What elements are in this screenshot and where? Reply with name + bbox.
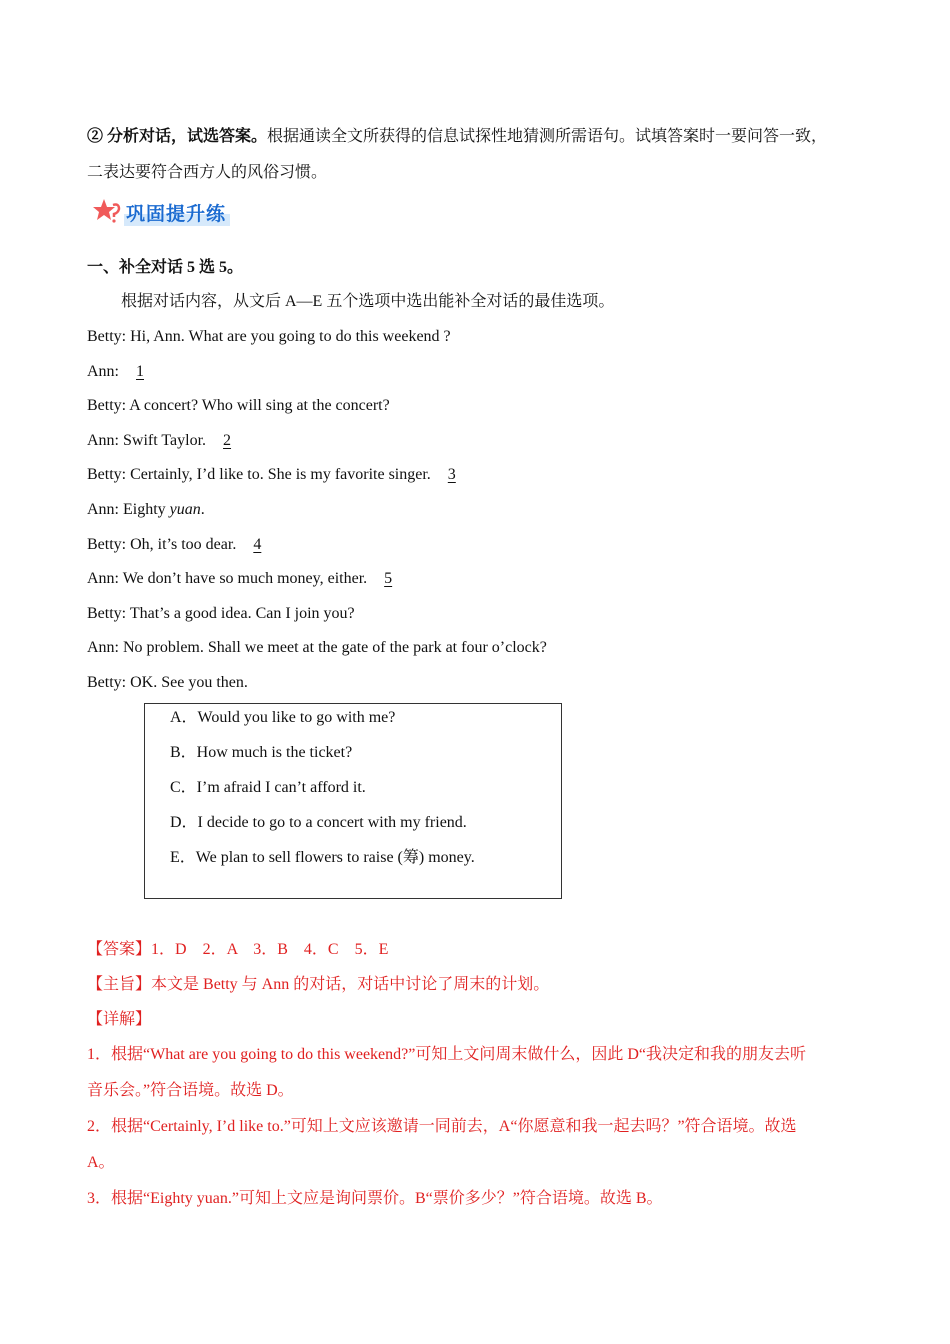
intro-line-1 — [87, 127, 827, 147]
dialogue-text: Betty: Hi, Ann. What are you going to do this weekend ? — [87, 328, 451, 345]
intro-line-2: 二表达要符合西方人的风俗习惯。 — [87, 164, 328, 181]
detail-line: 2．根据“Certainly, I’d like to.”可知上文应该邀请一同前去，A“你愿意和我一起去吗？”符合语境。故选 — [87, 1118, 797, 1135]
option-a[interactable]: A．Would you like to go with me? — [170, 709, 396, 726]
dialogue-text: Ann: We don’t have so much money, either. — [87, 570, 372, 587]
dialogue-italic: yuan — [169, 501, 201, 518]
dialogue-text: Ann: No problem. Shall we meet at the gate of the park at four o’clock? — [87, 639, 547, 656]
option-d[interactable]: D．I decide to go to a concert with my friend. — [170, 814, 467, 831]
dialogue-text: Betty: Oh, it’s too dear. — [87, 536, 241, 553]
answer-blank[interactable]: 5 — [384, 570, 393, 587]
options-box — [144, 703, 562, 899]
section-instruction: 根据对话内容，从文后 A—E 五个选项中选出能补全对话的最佳选项。 — [121, 293, 615, 310]
detail-line: 音乐会。”符合语境。故选 D。 — [87, 1082, 294, 1099]
banner-title: 巩固提升练 — [124, 199, 230, 226]
answer-blank[interactable]: 3 — [447, 466, 456, 483]
answer-blank[interactable]: 1 — [136, 363, 144, 380]
detail-line: 1．根据“What are you going to do this weekend?”可知上文问周末做什么，因此 D“我决定和我的朋友去听 — [87, 1046, 807, 1063]
star-icon — [92, 197, 122, 227]
dialogue-line — [87, 535, 274, 555]
answer-blank[interactable]: 2 — [223, 432, 232, 449]
gist-text: 本文是 Betty 与 Ann 的对话，对话中讨论了周末的计划。 — [151, 976, 550, 993]
dialogue-line — [87, 500, 205, 520]
option-e[interactable]: E．We plan to sell flowers to raise (筹) money. — [170, 849, 475, 866]
dialogue-line — [87, 465, 469, 485]
dialogue-line — [87, 431, 244, 451]
dialogue-text: Betty: That’s a good idea. Can I join you? — [87, 605, 355, 622]
section-heading: 一、补全对话 5 选 5。 — [87, 259, 244, 276]
dialogue-line — [87, 569, 405, 589]
dialogue-text: . — [200, 501, 205, 518]
option-b[interactable]: B．How much is the ticket? — [170, 744, 353, 761]
dialogue-text: Ann: Eighty — [87, 501, 170, 518]
section-banner — [92, 196, 230, 228]
intro-rest: 根据通读全文所获得的信息试探性地猜测所需语句。试填答案时一要问答一致， — [267, 128, 828, 145]
answer-blank[interactable]: 4 — [253, 536, 262, 553]
detail-line: A。 — [87, 1154, 115, 1171]
dialogue-line — [87, 362, 157, 382]
gist-line — [87, 975, 549, 995]
dialogue-line — [87, 673, 248, 693]
answer-line — [87, 940, 388, 960]
answer-text: 1．D 2．A 3．B 4．C 5．E — [151, 941, 389, 958]
dialogue-line — [87, 396, 390, 416]
answer-label: 【答案】 — [87, 941, 152, 958]
dialogue-text: Betty: Certainly, I’d like to. She is my favorite singer. — [87, 466, 435, 483]
dialogue-text: Ann: Swift Taylor. — [87, 432, 211, 449]
detail-label: 【详解】 — [87, 1011, 152, 1028]
option-c[interactable]: C．I’m afraid I can’t afford it. — [170, 779, 366, 796]
gist-label: 【主旨】 — [87, 976, 152, 993]
dialogue-line — [87, 604, 355, 624]
dialogue-text: Ann: — [87, 363, 123, 380]
dialogue-text: Betty: A concert? Who will sing at the concert? — [87, 397, 390, 414]
dialogue-text: Betty: OK. See you then. — [87, 674, 248, 691]
dialogue-line — [87, 638, 547, 658]
intro-lead: ② 分析对话，试选答案。 — [87, 128, 268, 145]
dialogue-line — [87, 327, 451, 347]
detail-line: 3．根据“Eighty yuan.”可知上文应是询问票价。B“票价多少？”符合语境。故选 B。 — [87, 1190, 663, 1207]
